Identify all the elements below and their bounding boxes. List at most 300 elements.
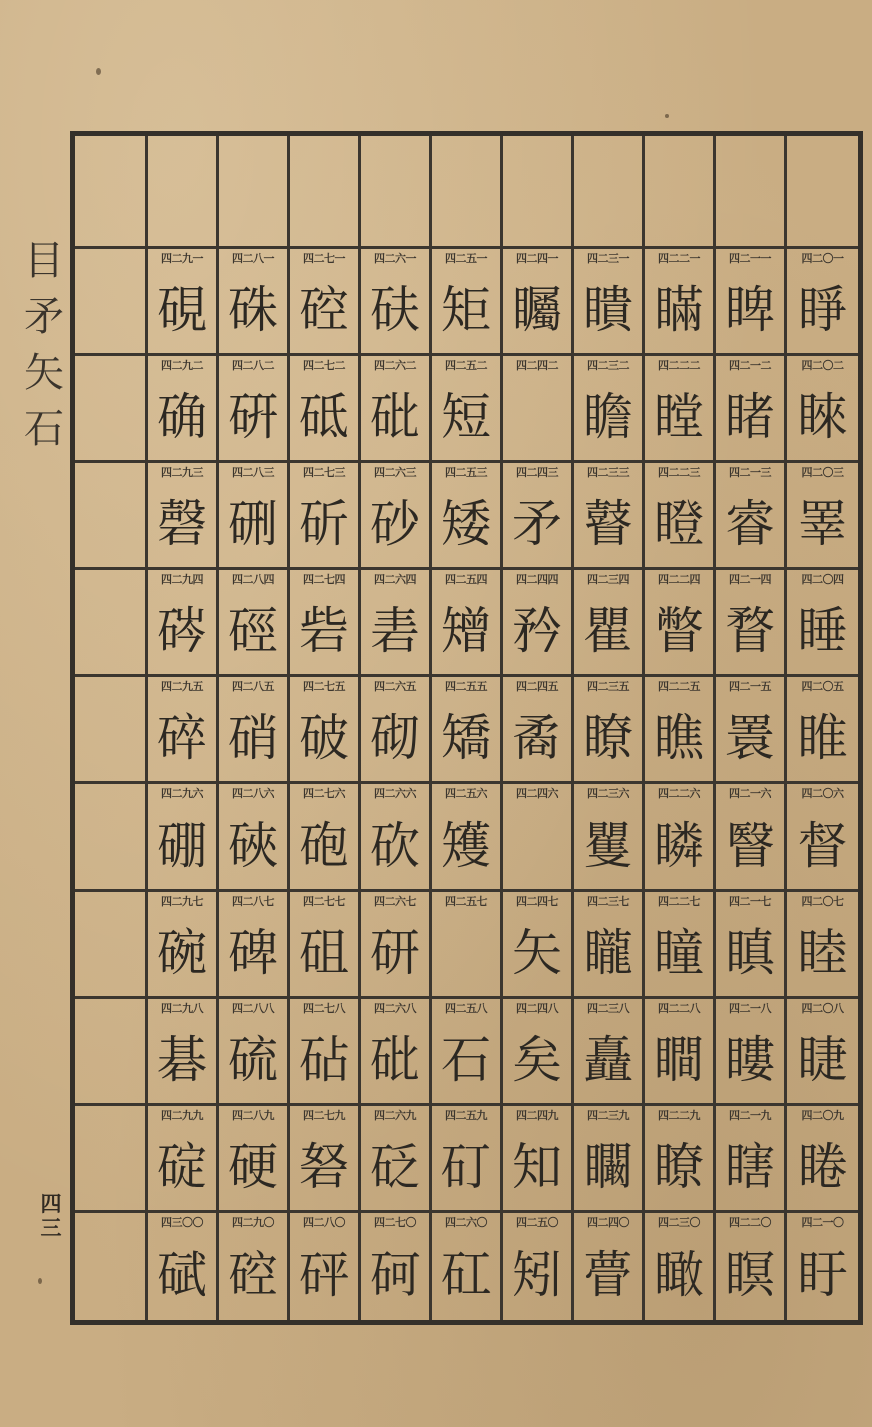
table-cell — [432, 784, 503, 891]
character-glyph: 硜 — [228, 602, 278, 661]
code-number: 四二三三 — [587, 466, 629, 480]
character-glyph: 研 — [370, 923, 420, 982]
table-cell — [432, 892, 503, 999]
table-cell — [645, 784, 716, 891]
character-glyph: 砌 — [370, 709, 420, 768]
code-number: 四二五八 — [445, 1001, 487, 1015]
character-glyph: 砥 — [299, 388, 349, 447]
code-number: 四二九一 — [161, 252, 203, 265]
table-cell — [361, 463, 432, 570]
character-glyph: 睠 — [797, 1137, 848, 1196]
code-number: 四二一〇 — [801, 1215, 844, 1229]
code-number: 四二二二 — [658, 359, 700, 373]
table-cell — [432, 463, 503, 570]
table-cell — [432, 999, 503, 1106]
row-stub-cell — [75, 570, 148, 677]
code-number: 四二九七 — [161, 894, 203, 908]
table-cell — [361, 999, 432, 1106]
table-cell — [361, 1213, 432, 1320]
radical-char: 目 — [24, 238, 64, 284]
table-cell — [503, 1213, 574, 1320]
table-cell — [503, 249, 574, 356]
code-number: 四二〇九 — [801, 1108, 844, 1122]
table-cell — [290, 1213, 361, 1320]
character-glyph: 砠 — [299, 923, 349, 982]
table-cell — [219, 784, 290, 891]
table-cell — [716, 892, 787, 999]
table-cell — [716, 784, 787, 891]
code-number: 四二三六 — [587, 787, 629, 801]
character-glyph: 矍 — [583, 816, 633, 875]
table-cell — [432, 356, 503, 463]
table-cell — [574, 999, 645, 1106]
character-glyph: 碑 — [228, 923, 278, 982]
table-cell — [148, 677, 219, 784]
character-glyph: 瞠 — [654, 388, 704, 447]
character-glyph: 矢 — [512, 923, 562, 982]
table-cell — [148, 892, 219, 999]
code-number: 四二八八 — [232, 1001, 274, 1015]
character-glyph: 瞿 — [583, 602, 633, 661]
code-number: 四二六六 — [374, 787, 416, 801]
character-glyph: 矼 — [441, 1246, 491, 1305]
table-cell — [787, 356, 858, 463]
table-cell — [219, 463, 290, 570]
character-glyph: 瞀 — [725, 602, 775, 661]
character-glyph: 砦 — [299, 602, 349, 661]
character-glyph: 矩 — [441, 281, 491, 340]
code-number: 四二七〇 — [374, 1215, 416, 1229]
code-number: 四二一四 — [729, 573, 771, 587]
table-cell — [503, 1106, 574, 1213]
row-stub-cell — [75, 892, 148, 999]
row-stub-cell — [75, 356, 148, 463]
row-stub-cell — [75, 677, 148, 784]
code-number: 四二二一 — [658, 252, 700, 265]
character-glyph: 砂 — [370, 495, 420, 554]
header-cell — [432, 136, 503, 249]
code-number: 四二六一 — [374, 252, 416, 265]
character-glyph: 瞪 — [654, 495, 704, 554]
character-glyph: 硎 — [228, 495, 278, 554]
table-cell — [716, 999, 787, 1106]
character-glyph: 瞭 — [583, 709, 633, 768]
ink-speck — [665, 114, 669, 118]
character-glyph: 硿 — [228, 1246, 278, 1305]
code-number: 四二八九 — [232, 1108, 274, 1122]
table-cell — [574, 892, 645, 999]
character-glyph: 矛 — [512, 495, 562, 554]
character-glyph: 瞋 — [725, 923, 775, 982]
section-radicals-label — [22, 235, 66, 459]
row-stub-cell — [75, 249, 148, 356]
row-stub-cell — [75, 784, 148, 891]
table-cell — [716, 356, 787, 463]
table-cell — [645, 249, 716, 356]
table-cell — [574, 677, 645, 784]
character-glyph: 矗 — [583, 1030, 633, 1089]
character-glyph: 矴 — [441, 1137, 491, 1196]
code-number: 四二九五 — [161, 680, 203, 694]
code-number: 四二四七 — [516, 894, 558, 908]
code-number: 四二五四 — [445, 573, 487, 587]
table-cell — [574, 249, 645, 356]
code-number: 四二八〇 — [303, 1215, 345, 1229]
radical-char: 矛 — [24, 294, 64, 340]
header-cell — [716, 136, 787, 249]
table-cell — [361, 356, 432, 463]
code-number: 四二〇二 — [801, 359, 844, 373]
character-glyph: 睞 — [797, 388, 848, 447]
table-cell — [432, 249, 503, 356]
code-number: 四二八三 — [232, 466, 274, 480]
code-number: 四二四〇 — [587, 1215, 629, 1229]
character-glyph: 砲 — [299, 816, 349, 875]
character-glyph: 睪 — [797, 495, 848, 554]
table-cell — [503, 463, 574, 570]
character-glyph: 砍 — [370, 816, 420, 875]
character-glyph: 矙 — [583, 1137, 633, 1196]
code-number: 四二四四 — [516, 573, 558, 587]
code-number: 四二六二 — [374, 359, 416, 373]
table-cell — [148, 999, 219, 1106]
table-cell — [503, 677, 574, 784]
code-number: 四二四五 — [516, 680, 558, 694]
table-cell — [574, 356, 645, 463]
character-glyph: 睹 — [725, 388, 775, 447]
table-cell — [503, 999, 574, 1106]
character-glyph: 瞷 — [654, 1030, 704, 1089]
table-cell — [574, 1106, 645, 1213]
table-cell — [787, 892, 858, 999]
character-glyph: 瞳 — [654, 923, 704, 982]
table-cell — [503, 356, 574, 463]
code-number: 四二七八 — [303, 1001, 345, 1015]
code-number: 四二〇七 — [801, 894, 844, 908]
code-number: 四二九八 — [161, 1001, 203, 1015]
header-cell — [574, 136, 645, 249]
table-cell — [716, 1213, 787, 1320]
code-number: 四二二〇 — [729, 1215, 771, 1229]
code-number: 四二六四 — [374, 573, 416, 587]
character-glyph: 矜 — [512, 602, 562, 661]
code-number: 四二五〇 — [516, 1215, 558, 1229]
code-number: 四二九九 — [161, 1108, 203, 1122]
code-number: 四二七六 — [303, 787, 345, 801]
row-stub-cell — [75, 463, 148, 570]
header-cell — [290, 136, 361, 249]
code-number: 四二四三 — [516, 466, 558, 480]
table-cell — [361, 892, 432, 999]
code-number: 四二四九 — [516, 1108, 558, 1122]
code-number: 四二三八 — [587, 1001, 629, 1015]
table-cell — [645, 677, 716, 784]
code-number: 四二二九 — [658, 1108, 700, 1122]
character-glyph: 睿 — [725, 495, 775, 554]
table-cell — [645, 892, 716, 999]
character-glyph: 瞰 — [654, 1246, 704, 1305]
character-glyph: 瞞 — [654, 281, 704, 340]
code-number: 四二七三 — [303, 466, 345, 480]
code-number: 四二六九 — [374, 1108, 416, 1122]
table-cell — [787, 999, 858, 1106]
character-glyph: 短 — [441, 388, 491, 447]
character-glyph: 砧 — [299, 1030, 349, 1089]
character-glyph: 石 — [441, 1030, 491, 1089]
code-number: 四二六八 — [374, 1001, 416, 1015]
character-glyph: 矚 — [512, 281, 562, 340]
character-glyph: 瞶 — [583, 281, 633, 340]
row-stub-cell — [75, 1106, 148, 1213]
code-number: 四二九三 — [161, 466, 203, 480]
table-cell — [290, 784, 361, 891]
header-cell — [787, 136, 858, 249]
code-number: 四二七四 — [303, 573, 345, 587]
table-cell — [219, 1106, 290, 1213]
character-glyph: 睡 — [797, 602, 848, 661]
character-glyph: 碇 — [157, 1137, 207, 1196]
character-glyph: 硶 — [157, 602, 207, 661]
character-code-table — [70, 131, 863, 1325]
character-glyph: 睫 — [797, 1030, 848, 1089]
character-glyph: 硤 — [228, 816, 278, 875]
character-glyph: 砰 — [299, 1246, 349, 1305]
character-glyph: 碔 — [157, 1246, 207, 1305]
character-glyph: 矓 — [583, 923, 633, 982]
table-cell — [148, 249, 219, 356]
table-cell — [148, 784, 219, 891]
code-number: 四二七一 — [303, 252, 345, 265]
code-number: 四二〇六 — [801, 787, 844, 801]
code-number: 四二六七 — [374, 894, 416, 908]
table-cell — [716, 249, 787, 356]
character-glyph: 瞢 — [583, 1246, 633, 1305]
character-glyph: 睜 — [797, 281, 848, 340]
character-glyph: 砢 — [370, 1246, 420, 1305]
character-glyph: 硏 — [228, 388, 278, 447]
code-number: 四二〇三 — [801, 466, 844, 480]
table-cell — [219, 570, 290, 677]
character-glyph: 矮 — [441, 495, 491, 554]
table-cell — [645, 570, 716, 677]
table-cell — [361, 249, 432, 356]
code-number: 四二七七 — [303, 894, 345, 908]
code-number: 四二一八 — [729, 1001, 771, 1015]
code-number: 四二五七 — [445, 894, 487, 908]
code-number: 四二五五 — [445, 680, 487, 694]
table-cell — [361, 570, 432, 677]
code-number: 四二四二 — [516, 359, 558, 373]
table-cell — [645, 1106, 716, 1213]
code-number: 四二五二 — [445, 359, 487, 373]
code-number: 四二八六 — [232, 787, 274, 801]
character-glyph: 硝 — [228, 709, 278, 768]
character-glyph: 矧 — [512, 1246, 562, 1305]
character-glyph: 知 — [512, 1137, 562, 1196]
code-number: 四二〇五 — [801, 680, 844, 694]
character-glyph: 瞥 — [654, 602, 704, 661]
header-cell — [503, 136, 574, 249]
table-cell — [148, 1106, 219, 1213]
code-number: 四二九六 — [161, 787, 203, 801]
character-glyph: 碁 — [157, 1030, 207, 1089]
character-glyph: 硃 — [228, 281, 278, 340]
character-glyph: 矞 — [512, 709, 562, 768]
table-cell — [290, 356, 361, 463]
code-number: 四二三一 — [587, 252, 629, 265]
table-cell — [574, 1213, 645, 1320]
character-glyph: 瞑 — [725, 1246, 775, 1305]
character-glyph: 督 — [797, 816, 848, 875]
character-glyph: 瞎 — [725, 1137, 775, 1196]
code-number: 四三〇〇 — [161, 1215, 203, 1229]
table-cell — [219, 249, 290, 356]
code-number: 四二八一 — [232, 252, 274, 265]
table-cell — [787, 570, 858, 677]
code-number: 四二三〇 — [658, 1215, 700, 1229]
table-cell — [290, 1106, 361, 1213]
page-number-char: 四 — [40, 1191, 62, 1216]
code-number: 四二二八 — [658, 1001, 700, 1015]
character-glyph: 砮 — [299, 1137, 349, 1196]
table-cell — [148, 356, 219, 463]
table-cell — [290, 463, 361, 570]
header-cell — [361, 136, 432, 249]
character-glyph: 砆 — [370, 281, 420, 340]
character-glyph — [503, 374, 571, 460]
table-cell — [645, 356, 716, 463]
code-number: 四二六〇 — [445, 1215, 487, 1229]
code-number: 四二一五 — [729, 680, 771, 694]
table-cell — [574, 570, 645, 677]
header-cell — [645, 136, 716, 249]
code-number: 四二三五 — [587, 680, 629, 694]
character-glyph: 硫 — [228, 1030, 278, 1089]
table-cell — [290, 249, 361, 356]
code-number: 四二四六 — [516, 787, 558, 801]
code-number: 四二七九 — [303, 1108, 345, 1122]
code-number: 四二四八 — [516, 1001, 558, 1015]
character-glyph: 瞖 — [725, 816, 775, 875]
code-number: 四二三九 — [587, 1108, 629, 1122]
table-cell — [787, 249, 858, 356]
table-cell — [361, 677, 432, 784]
code-number: 四二五九 — [445, 1108, 487, 1122]
table-cell — [574, 463, 645, 570]
row-stub-cell — [75, 1213, 148, 1320]
code-number: 四二一三 — [729, 466, 771, 480]
code-number: 四二八二 — [232, 359, 274, 373]
code-number: 四二九四 — [161, 573, 203, 587]
code-number: 四二三七 — [587, 894, 629, 908]
table-cell — [432, 1106, 503, 1213]
character-glyph: 矰 — [441, 602, 491, 661]
code-number: 四二二七 — [658, 894, 700, 908]
table-cell — [716, 677, 787, 784]
code-number: 四二二五 — [658, 680, 700, 694]
character-glyph: 瞏 — [725, 709, 775, 768]
code-number: 四二八七 — [232, 894, 274, 908]
table-cell — [503, 784, 574, 891]
page-number-char: 三 — [40, 1215, 62, 1240]
code-number: 四二五六 — [445, 787, 487, 801]
table-cell — [716, 1106, 787, 1213]
code-number: 四二九二 — [161, 359, 203, 373]
table-cell — [148, 1213, 219, 1320]
table-cell — [219, 892, 290, 999]
table-cell — [432, 1213, 503, 1320]
header-cell — [148, 136, 219, 249]
character-glyph: 矣 — [512, 1030, 562, 1089]
radical-char: 石 — [24, 406, 64, 452]
code-number: 四二四一 — [516, 252, 558, 265]
character-glyph: 瞭 — [654, 1137, 704, 1196]
character-glyph: 砭 — [370, 1137, 420, 1196]
character-glyph: 瞧 — [654, 709, 704, 768]
character-glyph: 砒 — [370, 388, 420, 447]
character-glyph: 磬 — [157, 495, 207, 554]
corner-cell — [75, 136, 148, 249]
table-cell — [787, 1213, 858, 1320]
table-cell — [716, 463, 787, 570]
table-cell — [361, 784, 432, 891]
character-glyph: 睢 — [797, 709, 848, 768]
table-cell — [290, 999, 361, 1106]
character-glyph: 斫 — [299, 495, 349, 554]
character-glyph: 确 — [157, 388, 207, 447]
table-cell — [290, 570, 361, 677]
header-cell — [219, 136, 290, 249]
character-glyph: 瞵 — [654, 816, 704, 875]
character-glyph — [432, 910, 500, 996]
table-cell — [290, 892, 361, 999]
table-cell — [290, 677, 361, 784]
character-glyph — [503, 802, 571, 888]
row-stub-cell — [75, 999, 148, 1106]
character-glyph: 瞜 — [725, 1030, 775, 1089]
code-number: 四二二六 — [658, 787, 700, 801]
table-cell — [787, 1106, 858, 1213]
code-number: 四二五一 — [445, 252, 487, 265]
code-number: 四二一六 — [729, 787, 771, 801]
page-number — [36, 1192, 66, 1240]
character-glyph: 硿 — [299, 281, 349, 340]
table-cell — [645, 1213, 716, 1320]
character-glyph: 碎 — [157, 709, 207, 768]
table-cell — [645, 999, 716, 1106]
table-cell — [503, 892, 574, 999]
character-glyph: 睥 — [725, 281, 775, 340]
character-glyph: 硬 — [228, 1137, 278, 1196]
table-cell — [716, 570, 787, 677]
code-number: 四二〇八 — [801, 1001, 844, 1015]
code-number: 四二七二 — [303, 359, 345, 373]
code-number: 四二一九 — [729, 1108, 771, 1122]
character-glyph: 砒 — [370, 1030, 420, 1089]
radical-char: 矢 — [24, 350, 64, 396]
table-cell — [503, 570, 574, 677]
table-cell — [574, 784, 645, 891]
code-number: 四二一二 — [729, 359, 771, 373]
table-cell — [219, 356, 290, 463]
table-cell — [645, 463, 716, 570]
code-number: 四二五三 — [445, 466, 487, 480]
code-number: 四二七五 — [303, 680, 345, 694]
code-number: 四二三四 — [587, 573, 629, 587]
table-cell — [219, 677, 290, 784]
code-number: 四二二三 — [658, 466, 700, 480]
character-glyph: 碗 — [157, 923, 207, 982]
